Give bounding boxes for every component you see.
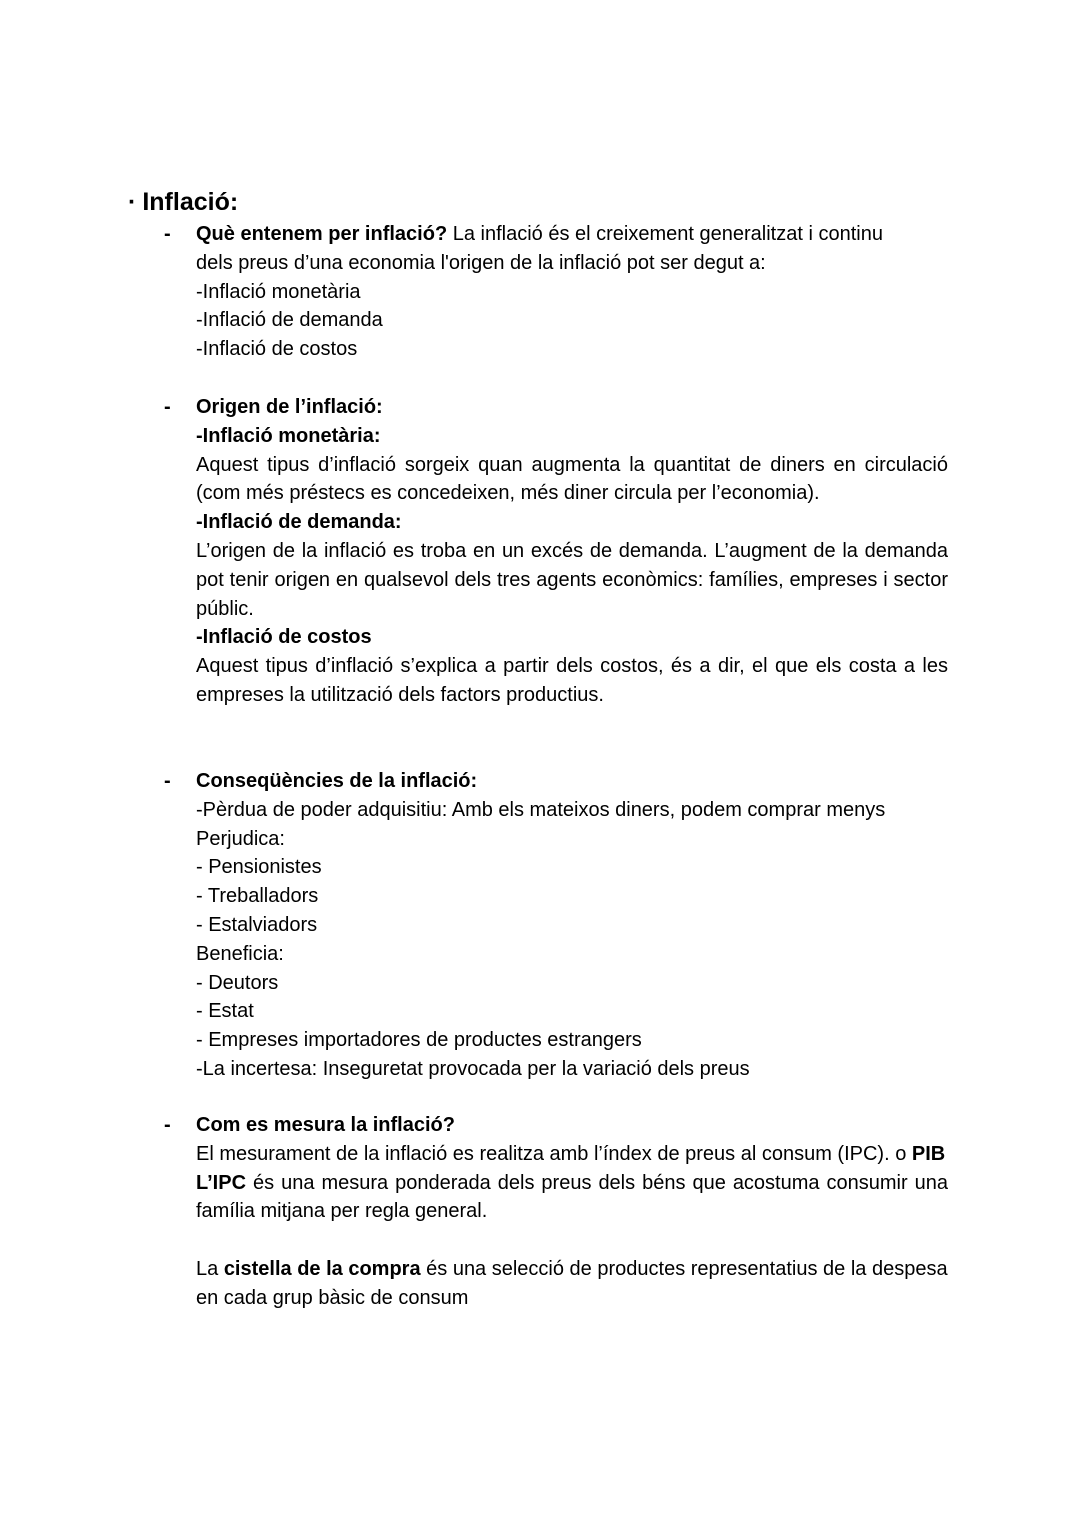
basket-bold: cistella de la compra: [223, 1257, 421, 1280]
section-heading: Què entenem per inflació?: [196, 223, 448, 245]
benefits-label: Beneficia:: [196, 942, 284, 965]
list-item: -Inflació de demanda: [196, 309, 383, 332]
bullet-dash: -: [164, 1114, 171, 1136]
list-item: - Estalviadors: [196, 913, 318, 936]
subsection-text: L’origen de la inflació es troba en un excés de demanda. L’augment de la demanda pot tenir origen en qualsevol dels tres agents econòmics: famílies, empreses i sector públic.: [196, 539, 948, 620]
loss-line: -Pèrdua de poder adquisitiu: Amb els mateixos diners, podem comprar menys: [196, 798, 886, 821]
uncertainty-line: -La incertesa: Inseguretat provocada per la variació dels preus: [196, 1057, 750, 1080]
measure-text: El mesurament de la inflació es realitza amb l’índex de preus al consum (IPC). o: [196, 1142, 912, 1165]
subsection-text: Aquest tipus d’inflació sorgeix quan augmenta la quantitat de diners en circulació (com més préstecs es concedeixen, més diner circula per l’economia).: [196, 453, 948, 505]
definition-text: La inflació és el creixement generalitzat i continu: [447, 223, 883, 245]
title-text: Inflació:: [142, 188, 239, 216]
title-marker: ·: [128, 188, 137, 216]
section-content: [196, 767, 948, 1084]
list-item: - Treballadors: [196, 885, 319, 908]
measure-bold: PIB: [911, 1142, 946, 1165]
basket-text: és una selecció de productes representatius de la despesa en cada grup bàsic de consum: [196, 1257, 948, 1309]
bullet-dash: -: [164, 770, 171, 792]
list-item: -Inflació monetària: [196, 280, 361, 303]
subsection-heading: -Inflació de demanda:: [196, 511, 402, 534]
section-heading: Origen de l’inflació:: [196, 396, 383, 418]
section-content: [196, 1111, 948, 1313]
subsection-heading: -Inflació de costos: [196, 626, 372, 649]
section-content: [196, 220, 948, 364]
ipc-text: és una mesura ponderada dels preus dels béns que acostuma consumir una família mitjana per regla general.: [196, 1171, 948, 1223]
subsection-text: Aquest tipus d’inflació s’explica a partir dels costos, és a dir, el que els costa a les empreses la utilització dels factors productius.: [196, 655, 948, 706]
list-item: - Empreses importadores de productes estrangers: [196, 1029, 642, 1052]
list-item: - Estat: [196, 1000, 254, 1023]
page-title: [128, 186, 238, 218]
subsection-heading: -Inflació monetària:: [196, 424, 381, 447]
basket-pre: La: [196, 1257, 224, 1280]
list-item: -Inflació de costos: [196, 338, 358, 361]
section-heading: Com es mesura la inflació?: [196, 1114, 455, 1136]
definition-line: [196, 220, 948, 249]
ipc-paragraph: [196, 1169, 948, 1227]
basket-paragraph: [196, 1255, 948, 1313]
measure-paragraph: [196, 1140, 948, 1169]
bullet-dash: -: [164, 223, 171, 245]
section-heading: Conseqüències de la inflació:: [196, 770, 478, 792]
spacer: [196, 1226, 948, 1255]
ipc-bold: L’IPC: [196, 1171, 247, 1194]
definition-line-2: dels preus d’una economia l'origen de la inflació pot ser degut a:: [196, 251, 766, 274]
bullet-dash: -: [164, 396, 171, 418]
section-content: [196, 393, 948, 710]
list-item: - Deutors: [196, 971, 279, 994]
list-item: - Pensionistes: [196, 856, 322, 879]
harms-label: Perjudica:: [196, 827, 285, 850]
